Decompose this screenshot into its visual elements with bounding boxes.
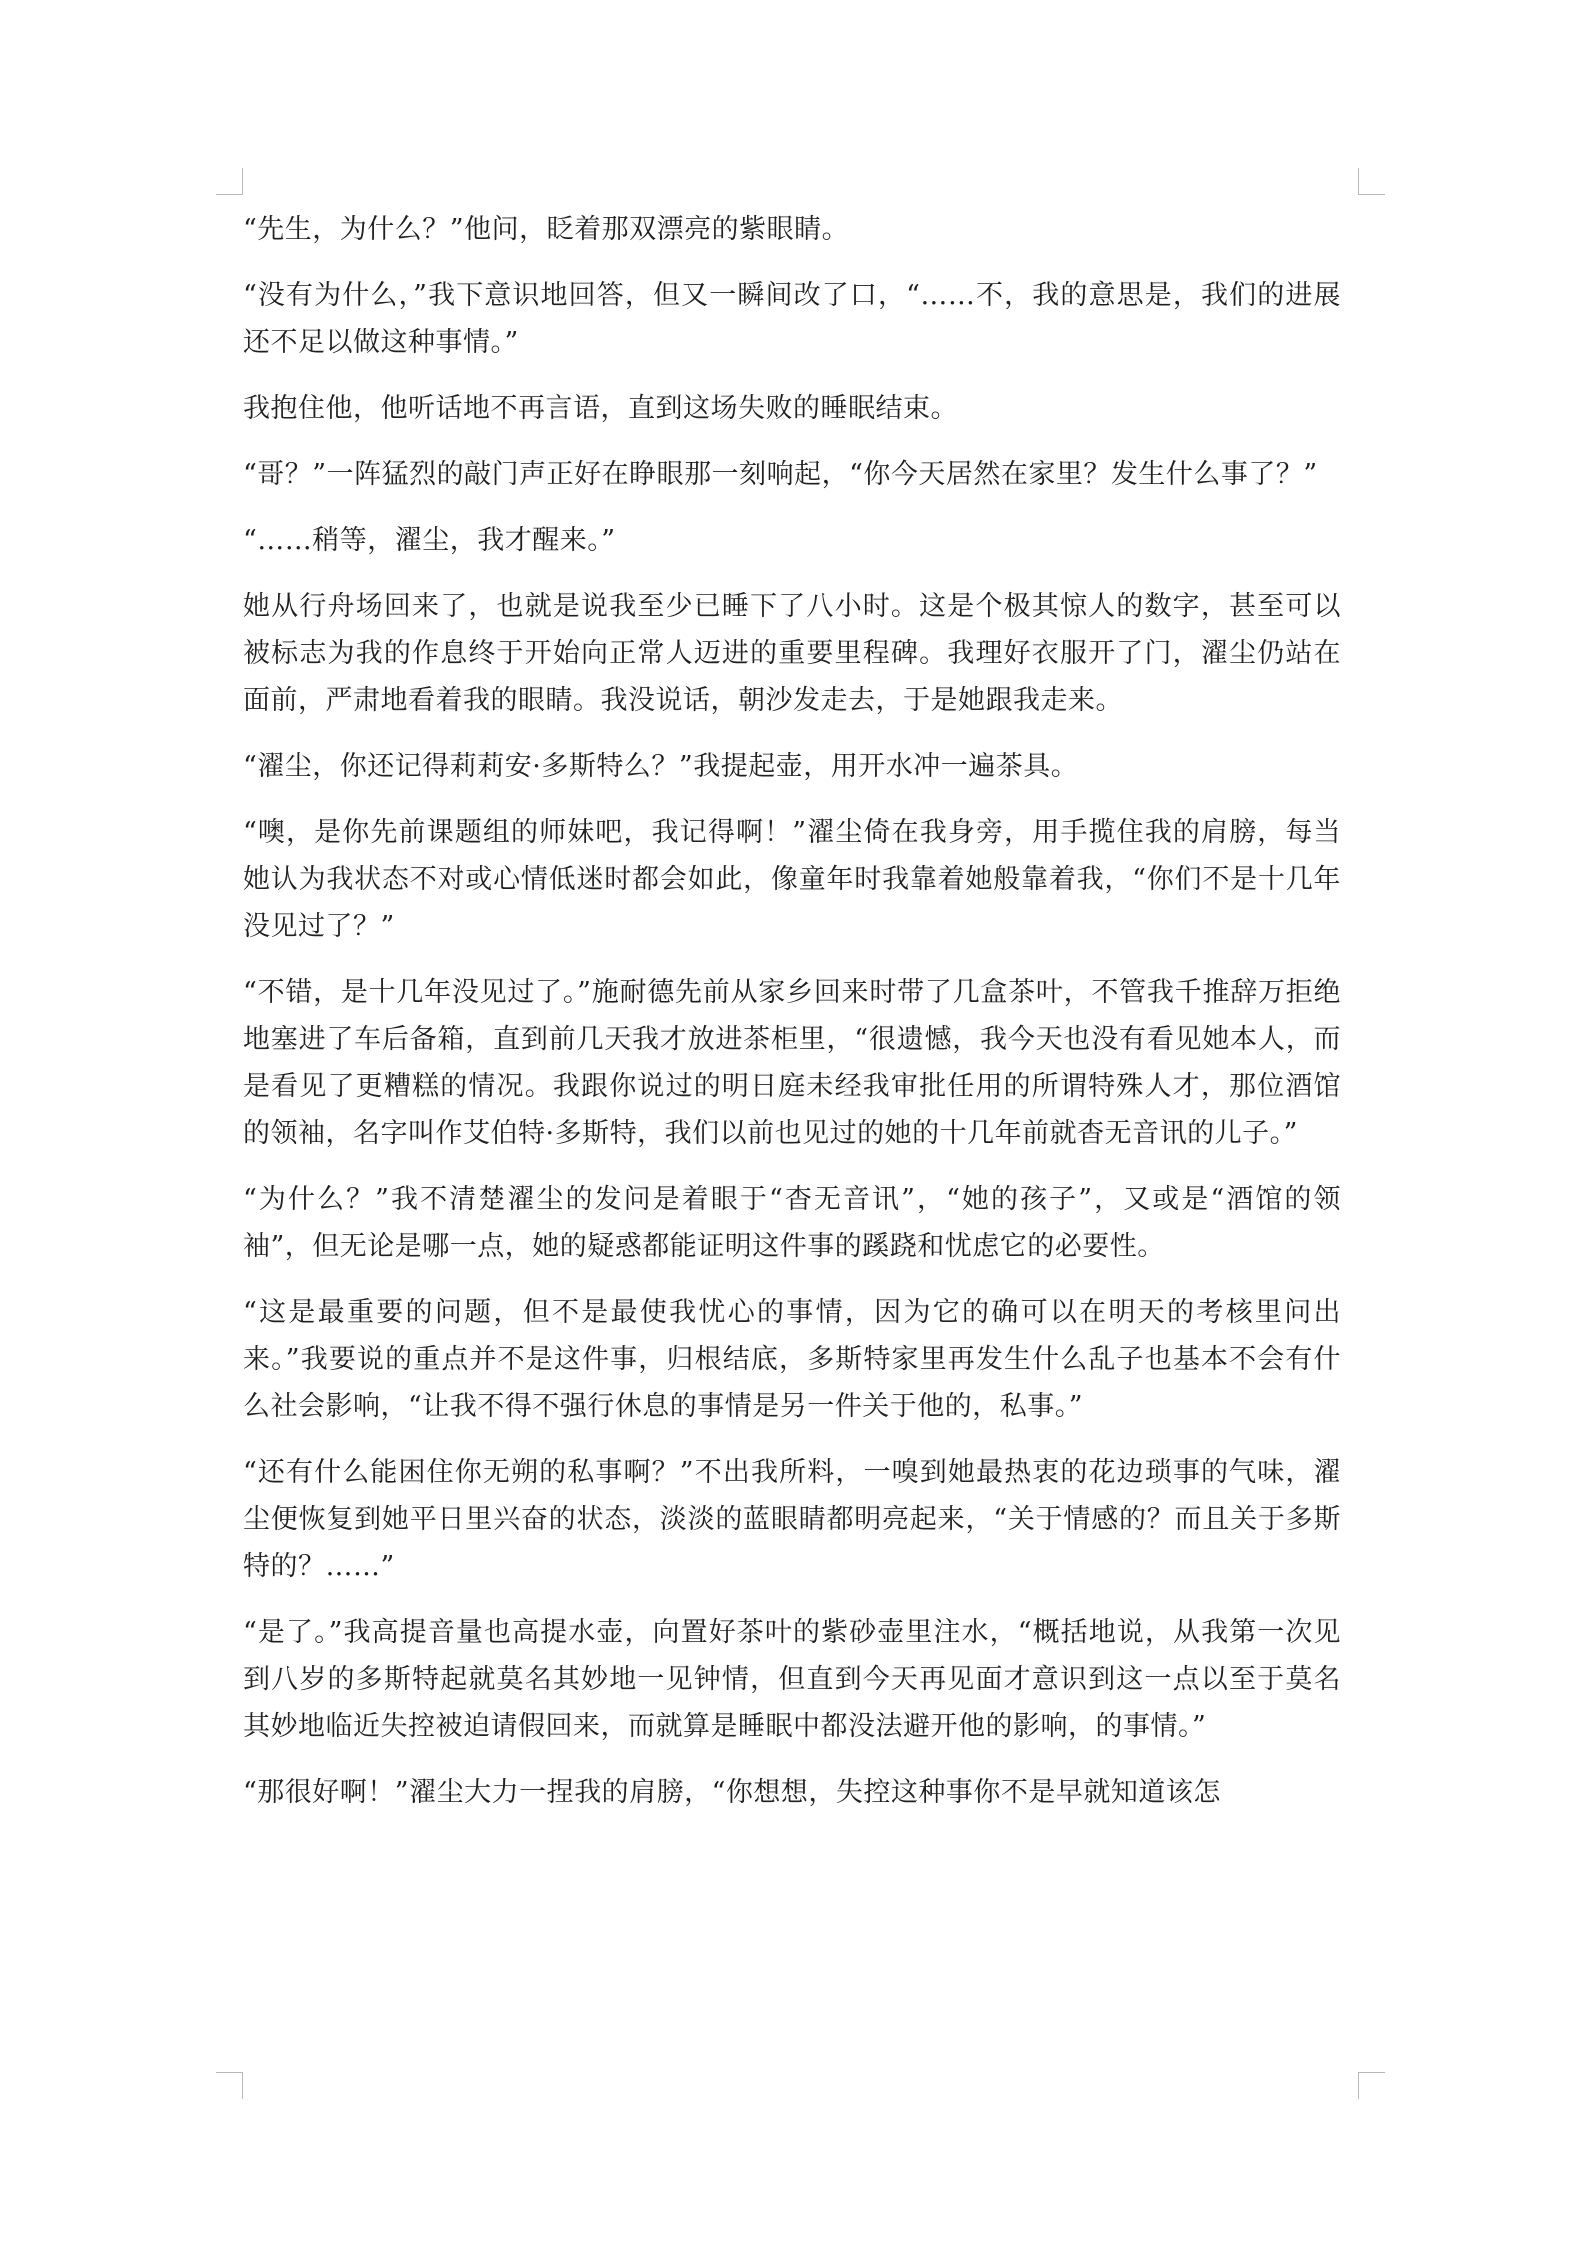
paragraph: “先生，为什么？”他问，眨着那双漂亮的紫眼睛。 <box>243 214 850 245</box>
paragraph: “为什么？”我不清楚濯尘的发问是着眼于“杳无音讯”，“她的孩子”，又或是“酒馆的领袖”，但无论是哪一点，她的疑惑都能证明这件事的蹊跷和忧虑它的必要性。 <box>243 1184 1341 1262</box>
paragraph: “哥？”一阵猛烈的敲门声正好在睁眼那一刻响起，“你今天居然在家里？发生什么事了？” <box>243 459 1318 490</box>
margin-mark-top-left <box>216 168 243 195</box>
paragraph: 我抱住他，他听话地不再言语，直到这场失败的睡眠结束。 <box>243 393 958 424</box>
paragraph: “是了。”我高提音量也高提水壶，向置好茶叶的紫砂壶里注水，“概括地说，从我第一次见到八岁的多斯特起就莫名其妙地一见钟情，但直到今天再见面才意识到这一点以至于莫名其妙地临近失控被迫请假回来，而就算是睡眠中都没法避开他的影响，的事情。” <box>243 1617 1341 1742</box>
margin-mark-bottom-left <box>216 2072 243 2099</box>
paragraph: “噢，是你先前课题组的师妹吧，我记得啊！”濯尘倚在我身旁，用手揽住我的肩膀，每当她认为我状态不对或心情低迷时都会如此，像童年时我靠着她般靠着我，“你们不是十几年没见过了？” <box>243 817 1341 942</box>
paragraph: “还有什么能困住你无朔的私事啊？”不出我所料，一嗅到她最热衷的花边琐事的气味，濯尘便恢复到她平日里兴奋的状态，淡淡的蓝眼睛都明亮起来，“关于情感的？而且关于多斯特的？……” <box>243 1457 1341 1582</box>
paragraph: “濯尘，你还记得莉莉安·多斯特么？”我提起壶，用开水冲一遍茶具。 <box>243 751 1079 782</box>
margin-mark-bottom-right <box>1358 2072 1385 2099</box>
paragraph: “不错，是十几年没见过了。”施耐德先前从家乡回来时带了几盒茶叶，不管我千推辞万拒绝地塞进了车后备箱，直到前几天我才放进茶柜里，“很遗憾，我今天也没有看见她本人，而是看见了更糟糕的情况。我跟你说过的明日庭未经我审批任用的所谓特殊人才，那位酒馆的领袖，名字叫作艾伯特·多斯特，我们以前也见过的她的十几年前就杳无音讯的儿子。” <box>243 977 1341 1149</box>
paragraph: “……稍等，濯尘，我才醒来。” <box>243 525 616 556</box>
paragraph: “这是最重要的问题，但不是最使我忧心的事情，因为它的确可以在明天的考核里问出来。”我要说的重点并不是这件事，归根结底，多斯特家里再发生什么乱子也基本不会有什么社会影响，“让我不得不强行休息的事情是另一件关于他的，私事。” <box>243 1297 1341 1422</box>
paragraph: “那很好啊！”濯尘大力一捏我的肩膀，“你想想，失控这种事你不是早就知道该怎 <box>243 1777 1221 1808</box>
paragraph: 她从行舟场回来了，也就是说我至少已睡下了八小时。这是个极其惊人的数字，甚至可以被标志为我的作息终于开始向正常人迈进的重要里程碑。我理好衣服开了门，濯尘仍站在面前，严肃地看着我的眼睛。我没说话，朝沙发走去，于是她跟我走来。 <box>243 591 1341 716</box>
paragraph: “没有为什么，”我下意识地回答，但又一瞬间改了口，“……不，我的意思是，我们的进展还不足以做这种事情。” <box>243 280 1341 358</box>
document-body <box>243 206 1341 1835</box>
margin-mark-top-right <box>1358 168 1385 195</box>
